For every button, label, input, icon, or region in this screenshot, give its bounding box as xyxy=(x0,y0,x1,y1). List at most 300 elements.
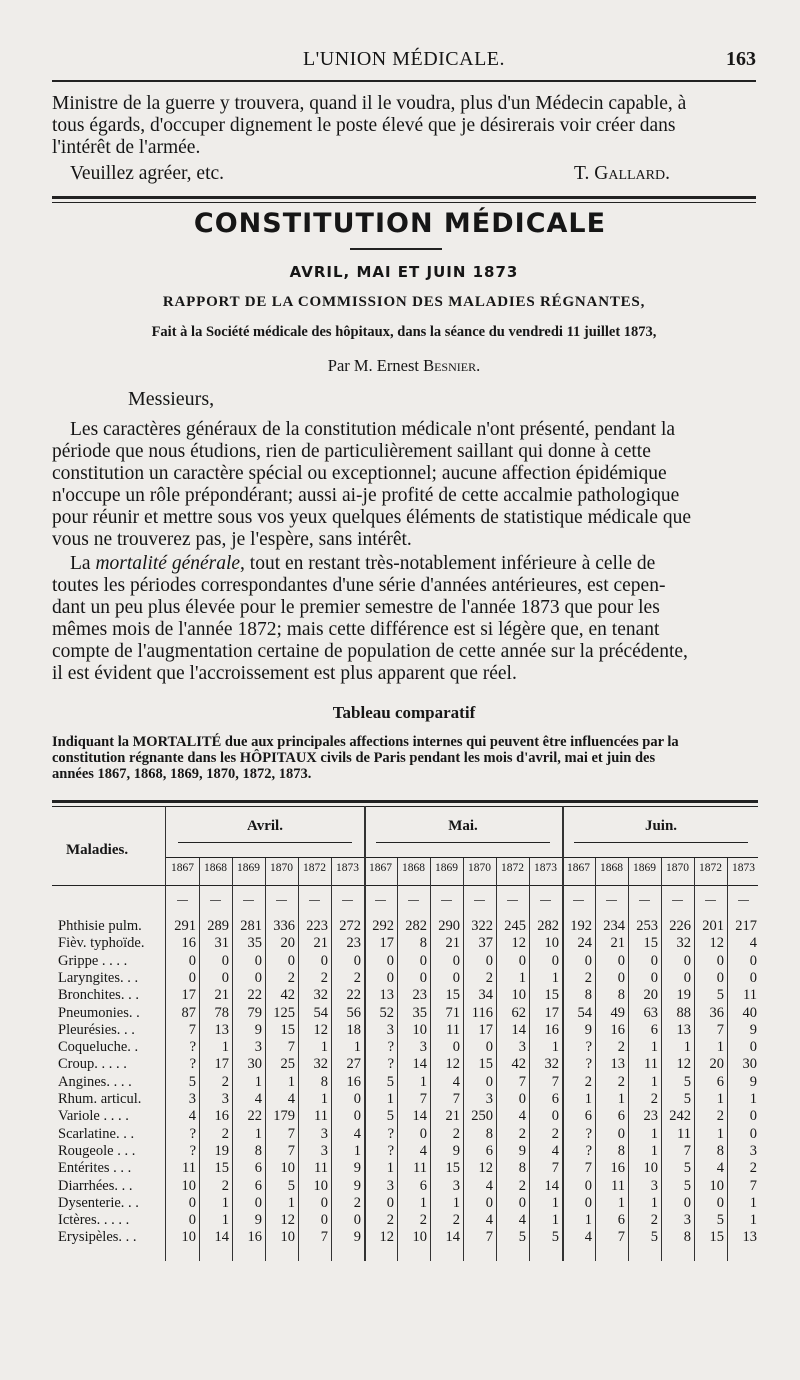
text-line: Les caractères généraux de la constitution médicale n'ont présenté, pendant la xyxy=(70,419,676,440)
row-label: Ictères. . . . . xyxy=(58,1212,130,1229)
table-cell: 2 xyxy=(617,1039,625,1056)
table-cell: 2 xyxy=(617,1073,625,1090)
table-cell: 37 xyxy=(478,935,493,952)
table-cell: 1 xyxy=(650,1142,658,1159)
table-cell: 49 xyxy=(610,1004,625,1021)
table-cell: 9 xyxy=(584,1021,592,1038)
table-cell: 4 xyxy=(518,1212,526,1229)
row-label: Fièv. typhoïde. xyxy=(58,935,145,952)
table-cell: 1 xyxy=(716,1039,724,1056)
row-label: Scarlatine. . . xyxy=(58,1125,135,1142)
author-prefix: Par M. Ernest xyxy=(327,356,419,375)
table-cell: 1 xyxy=(386,1160,394,1177)
dash-mark: — xyxy=(605,893,618,907)
row-label: Laryngites. . . xyxy=(58,969,139,986)
table-cell: 23 xyxy=(346,935,361,952)
table-cell: 5 xyxy=(683,1160,691,1177)
table-cell: 0 xyxy=(419,969,427,986)
table-cell: 7 xyxy=(287,1125,295,1142)
table-cell: 8 xyxy=(584,987,592,1004)
dash-mark: — xyxy=(341,893,354,907)
table-cell: 7 xyxy=(188,1021,196,1038)
table-cell: 4 xyxy=(353,1125,361,1142)
table-cell: 0 xyxy=(749,969,757,986)
table-cell: 54 xyxy=(313,1004,328,1021)
table-cell: 292 xyxy=(372,918,394,934)
table-cell: 0 xyxy=(188,952,196,969)
table-cell: 4 xyxy=(716,1160,724,1177)
year-divider xyxy=(265,858,266,1261)
table-cell: 2 xyxy=(287,969,295,986)
caption-line: années 1867, 1868, 1869, 1870, 1872, 1873. xyxy=(52,766,312,782)
table-cell: 0 xyxy=(584,952,592,969)
table-cell: 3 xyxy=(386,1021,394,1038)
text-line: compte de l'augmentation certaine de population de cette année sur la précédente, xyxy=(52,641,688,662)
row-header: Maladies. xyxy=(66,842,129,858)
table-cell: 0 xyxy=(683,952,691,969)
table-cell: 17 xyxy=(181,987,196,1004)
table-cell: 2 xyxy=(518,1177,526,1194)
table-cell: 5 xyxy=(683,1091,691,1107)
table-cell: 71 xyxy=(445,1004,460,1021)
row-label: Rougeole . . . xyxy=(58,1142,136,1159)
table-cell: 1 xyxy=(353,1142,361,1159)
table-cell: ? xyxy=(189,1125,196,1142)
table-cell: 3 xyxy=(749,1142,757,1159)
table-cell: 1 xyxy=(353,1039,361,1056)
table-cell: 2 xyxy=(452,1125,460,1142)
table-cell: 2 xyxy=(485,969,493,986)
table-cell: 1 xyxy=(287,1194,295,1211)
table-cell: 1 xyxy=(221,1212,229,1229)
year-divider xyxy=(397,858,398,1261)
table-cell: 11 xyxy=(314,1160,328,1177)
table-cell: 11 xyxy=(446,1021,460,1038)
table-cell: 63 xyxy=(643,1004,658,1021)
row-label: Phthisie pulm. xyxy=(58,918,142,934)
para2-lead: La xyxy=(70,553,91,574)
table-cell: ? xyxy=(189,1142,196,1159)
table-cell: 5 xyxy=(386,1073,394,1090)
closing: Veuillez agréer, etc. xyxy=(70,163,225,184)
year-divider xyxy=(430,858,431,1261)
table-cell: 0 xyxy=(353,1212,361,1229)
table-cell: 16 xyxy=(247,1229,262,1246)
table-cell: 1 xyxy=(650,1125,658,1142)
table-cell: 0 xyxy=(419,1125,427,1142)
table-cell: 21 xyxy=(445,1108,460,1125)
dash-mark: — xyxy=(473,893,486,907)
table-cell: 10 xyxy=(511,987,526,1004)
text-line: vous ne trouverez pas, je l'espère, sans intérêt. xyxy=(52,529,412,550)
table-cell: 36 xyxy=(709,1004,724,1021)
table-cell: 9 xyxy=(353,1229,361,1246)
table-cell: 0 xyxy=(749,1108,757,1125)
signoff xyxy=(70,163,670,185)
table-cell: 5 xyxy=(551,1229,559,1246)
table-cell: 1 xyxy=(650,1073,658,1090)
section-period: AVRIL, MAI ET JUIN 1873 xyxy=(289,263,519,281)
table-cell: 17 xyxy=(379,935,394,952)
text-line: période que nous étudions, rien de particulièrement saillant qui donne à cette xyxy=(52,441,651,462)
table-cell: 7 xyxy=(551,1160,559,1177)
table-cell: 125 xyxy=(273,1004,295,1021)
table-cell: 14 xyxy=(412,1108,427,1125)
table-cell: 1 xyxy=(386,1091,394,1107)
row-label: Variole . . . . xyxy=(58,1108,129,1125)
table-cell: 2 xyxy=(221,1177,229,1194)
table-cell: 0 xyxy=(650,969,658,986)
table-cell: 27 xyxy=(346,1056,361,1073)
table-cell: 0 xyxy=(254,969,262,986)
table-cell: 4 xyxy=(452,1073,460,1090)
table-cell: ? xyxy=(585,1142,592,1159)
table-cell: 4 xyxy=(419,1142,427,1159)
table-cell: 0 xyxy=(749,1125,757,1142)
table-cell: 0 xyxy=(518,1194,526,1211)
year-divider xyxy=(595,858,596,1261)
year-header: 1872 xyxy=(303,862,326,874)
table-cell: 22 xyxy=(346,987,361,1004)
table-cell: ? xyxy=(387,1056,394,1073)
header-rule xyxy=(52,80,756,82)
table-cell: 1 xyxy=(617,1091,625,1107)
table-cell: 10 xyxy=(280,1160,295,1177)
report-title: RAPPORT DE LA COMMISSION DES MALADIES RÉGNANTES, xyxy=(162,294,646,310)
table-cell: 4 xyxy=(584,1229,592,1246)
table-cell: 0 xyxy=(452,1039,460,1056)
table-cell: 11 xyxy=(743,987,757,1004)
table-cell: 0 xyxy=(188,1212,196,1229)
table-cell: 32 xyxy=(544,1056,559,1073)
table-cell: ? xyxy=(189,1056,196,1073)
table-cell: 10 xyxy=(280,1229,295,1246)
paragraph-1 xyxy=(52,419,756,551)
table-cell: 10 xyxy=(412,1229,427,1246)
table-cell: 12 xyxy=(280,1212,295,1229)
table-cell: 20 xyxy=(643,987,658,1004)
para2-italic: mortalité générale xyxy=(95,553,241,574)
table-cell: 5 xyxy=(650,1229,658,1246)
table-cell: 1 xyxy=(419,1073,427,1090)
table-cell: 40 xyxy=(742,1004,757,1021)
text-line: mêmes mois de l'année 1872; mais cette différence est si légère que, en tenant xyxy=(52,619,660,640)
table-cell: ? xyxy=(387,1125,394,1142)
table-cell: 14 xyxy=(412,1056,427,1073)
table-cell: 12 xyxy=(313,1021,328,1038)
table-cell: 1 xyxy=(254,1073,262,1090)
signature: T. Gallard. xyxy=(574,163,670,184)
table-cell: 2 xyxy=(353,1194,361,1211)
table-cell: 0 xyxy=(485,952,493,969)
table-cell: 0 xyxy=(320,1212,328,1229)
table-cell: 9 xyxy=(749,1021,757,1038)
section-rule xyxy=(52,196,756,199)
row-label: Angines. . . . xyxy=(58,1073,132,1090)
table-cell: 21 xyxy=(610,935,625,952)
table-cell: 179 xyxy=(273,1108,295,1125)
table-cell: 0 xyxy=(518,952,526,969)
table-cell: 245 xyxy=(504,918,526,934)
row-label: Entérites . . . xyxy=(58,1160,132,1177)
table-cell: 0 xyxy=(386,1194,394,1211)
table-cell: 10 xyxy=(181,1177,196,1194)
text-line: pour réunir et mettre sous vos yeux quelques éléments de statistique médicale que xyxy=(52,507,691,528)
table-cell: 3 xyxy=(221,1091,229,1107)
table-cell: 13 xyxy=(676,1021,691,1038)
table-cell: 11 xyxy=(413,1160,427,1177)
year-divider xyxy=(661,858,662,1261)
table-cell: 16 xyxy=(214,1108,229,1125)
table-cell: 0 xyxy=(221,969,229,986)
year-header: 1873 xyxy=(732,862,755,874)
table-cell: 7 xyxy=(320,1229,328,1246)
year-header: 1869 xyxy=(633,862,656,874)
table-cell: 1 xyxy=(518,969,526,986)
table-cell: 1 xyxy=(551,969,559,986)
table-cell: 6 xyxy=(650,1021,658,1038)
table-cell: 8 xyxy=(419,935,427,952)
table-cell: 2 xyxy=(749,1160,757,1177)
table-cell: 23 xyxy=(643,1108,658,1125)
header-bottom-rule xyxy=(52,885,758,886)
dash-mark: — xyxy=(209,893,222,907)
table-cell: 11 xyxy=(611,1177,625,1194)
month-divider xyxy=(562,806,564,1261)
table-cell: 7 xyxy=(287,1142,295,1159)
table-cell: 10 xyxy=(412,1021,427,1038)
table-cell: 7 xyxy=(716,1021,724,1038)
table-cell: 15 xyxy=(280,1021,295,1038)
table-cell: 7 xyxy=(518,1073,526,1090)
table-cell: 0 xyxy=(452,952,460,969)
table-cell: 223 xyxy=(306,918,328,934)
table-cell: 1 xyxy=(320,1039,328,1056)
table-cell: 1 xyxy=(650,1194,658,1211)
table-cell: 7 xyxy=(584,1160,592,1177)
table-cell: 250 xyxy=(471,1108,493,1125)
table-cell: ? xyxy=(189,1039,196,1056)
table-cell: 17 xyxy=(544,1004,559,1021)
table-cell: 0 xyxy=(485,1194,493,1211)
table-cell: 21 xyxy=(214,987,229,1004)
table-cell: 6 xyxy=(584,1108,592,1125)
table-cell: 11 xyxy=(182,1160,196,1177)
table-cell: 11 xyxy=(677,1125,691,1142)
table-cell: 11 xyxy=(314,1108,328,1125)
table-cell: 0 xyxy=(419,952,427,969)
table-cell: 12 xyxy=(676,1056,691,1073)
year-divider xyxy=(694,858,695,1261)
table-cell: 7 xyxy=(287,1039,295,1056)
table-cell: 5 xyxy=(716,1212,724,1229)
table-cell: 4 xyxy=(485,1212,493,1229)
table-cell: 2 xyxy=(518,1125,526,1142)
table-cell: 0 xyxy=(551,1108,559,1125)
table-cell: 290 xyxy=(438,918,460,934)
table-cell: 3 xyxy=(320,1125,328,1142)
year-header: 1870 xyxy=(666,862,689,874)
table-cell: 22 xyxy=(247,987,262,1004)
table-cell: 4 xyxy=(518,1108,526,1125)
table-cell: 0 xyxy=(617,1125,625,1142)
table-cell: 116 xyxy=(471,1004,493,1021)
table-cell: 0 xyxy=(287,952,295,969)
table-cell: 14 xyxy=(214,1229,229,1246)
table-cell: 12 xyxy=(709,935,724,952)
dash-mark: — xyxy=(176,893,189,907)
table-cell: 15 xyxy=(709,1229,724,1246)
table-cell: ? xyxy=(585,1056,592,1073)
text-line: toutes les périodes correspondantes d'une série d'années antérieures, est cepen- xyxy=(52,575,666,596)
dash-mark: — xyxy=(671,893,684,907)
table-cell: ? xyxy=(585,1039,592,1056)
table-cell: 17 xyxy=(214,1056,229,1073)
table-cell: 281 xyxy=(240,918,262,934)
label-column-rule xyxy=(165,806,166,1261)
table-cell: 31 xyxy=(214,935,229,952)
table-cell: 35 xyxy=(247,935,262,952)
table-cell: 282 xyxy=(537,918,559,934)
table-cell: 5 xyxy=(188,1073,196,1090)
table-cell: 2 xyxy=(716,1108,724,1125)
table-cell: 4 xyxy=(188,1108,196,1125)
year-header: 1870 xyxy=(270,862,293,874)
year-divider xyxy=(199,858,200,1261)
dash-mark: — xyxy=(704,893,717,907)
table-cell: 0 xyxy=(320,1194,328,1211)
table-cell: 0 xyxy=(716,952,724,969)
dash-mark: — xyxy=(506,893,519,907)
table-cell: 62 xyxy=(511,1004,526,1021)
month-brace xyxy=(178,842,352,843)
table-cell: 3 xyxy=(683,1212,691,1229)
table-cell: 11 xyxy=(644,1056,658,1073)
year-divider xyxy=(628,858,629,1261)
table-cell: 88 xyxy=(676,1004,691,1021)
table-cell: 13 xyxy=(742,1229,757,1246)
table-cell: 4 xyxy=(287,1091,295,1107)
table-cell: 15 xyxy=(643,935,658,952)
table-cell: 0 xyxy=(386,952,394,969)
journal-title: L'UNION MÉDICALE. xyxy=(302,48,506,70)
table-cell: 1 xyxy=(716,1091,724,1107)
letter-end xyxy=(52,93,756,159)
table-cell: 217 xyxy=(735,918,757,934)
report-venue: Fait à la Société médicale des hôpitaux, dans la séance du vendredi 11 juillet 1873, xyxy=(151,324,657,340)
table-cell: 5 xyxy=(386,1108,394,1125)
row-label: Diarrhées. . . xyxy=(58,1177,133,1194)
month-divider xyxy=(364,806,366,1261)
table-cell: 56 xyxy=(346,1004,361,1021)
table-cell: 54 xyxy=(577,1004,592,1021)
table-cell: 0 xyxy=(188,969,196,986)
table-cell: 3 xyxy=(518,1039,526,1056)
table-cell: 9 xyxy=(749,1073,757,1090)
month-brace xyxy=(376,842,550,843)
text-line: dant un peu plus élevée pour le premier semestre de l'année 1873 que pour les xyxy=(52,597,660,618)
table-cell: 0 xyxy=(188,1194,196,1211)
table-cell: 10 xyxy=(313,1177,328,1194)
table-cell: 0 xyxy=(716,969,724,986)
table-cell: 3 xyxy=(320,1142,328,1159)
table-cell: 19 xyxy=(676,987,691,1004)
table-cell: 13 xyxy=(610,1056,625,1073)
table-cell: 7 xyxy=(683,1142,691,1159)
text-line: n'occupe un rôle prépondérant; aussi ai-je profité de cette accalmie pathologique xyxy=(52,485,680,506)
table-cell: 1 xyxy=(584,1212,592,1229)
table-cell: 0 xyxy=(485,1073,493,1090)
table-cell: 1 xyxy=(419,1194,427,1211)
table-cell: 253 xyxy=(636,918,658,934)
table-cell: 0 xyxy=(683,969,691,986)
year-header: 1869 xyxy=(435,862,458,874)
year-divider xyxy=(727,858,728,1261)
letter-line: l'intérêt de l'armée. xyxy=(52,137,201,158)
year-divider xyxy=(529,858,530,1261)
table-cell: 15 xyxy=(445,987,460,1004)
table-cell: 8 xyxy=(617,1142,625,1159)
section-rule-thin xyxy=(52,202,756,203)
table-cell: 8 xyxy=(683,1229,691,1246)
table-caption xyxy=(52,734,756,782)
row-label: Grippe . . . . xyxy=(58,952,128,969)
table-cell: 7 xyxy=(749,1177,757,1194)
row-label: Pneumonies. . xyxy=(58,1004,140,1021)
table-cell: 0 xyxy=(650,952,658,969)
dash-mark: — xyxy=(308,893,321,907)
table-cell: 3 xyxy=(452,1177,460,1194)
table-cell: 0 xyxy=(716,1194,724,1211)
month-brace xyxy=(574,842,748,843)
table-cell: 15 xyxy=(445,1160,460,1177)
table-cell: 336 xyxy=(273,918,295,934)
table-cell: 289 xyxy=(207,918,229,934)
year-header: 1867 xyxy=(171,862,194,874)
dash-mark: — xyxy=(374,893,387,907)
year-header: 1870 xyxy=(468,862,491,874)
table-cell: 9 xyxy=(254,1021,262,1038)
table-cell: 5 xyxy=(683,1073,691,1090)
dash-mark: — xyxy=(407,893,420,907)
salutation: Messieurs, xyxy=(128,388,215,410)
table-cell: 52 xyxy=(379,1004,394,1021)
table-cell: 2 xyxy=(584,969,592,986)
year-header: 1869 xyxy=(237,862,260,874)
year-divider xyxy=(298,858,299,1261)
year-header: 1868 xyxy=(204,862,227,874)
table-cell: 78 xyxy=(214,1004,229,1021)
table-cell: 7 xyxy=(485,1229,493,1246)
table-cell: 1 xyxy=(683,1039,691,1056)
table-cell: 16 xyxy=(544,1021,559,1038)
year-header: 1868 xyxy=(402,862,425,874)
table-cell: 8 xyxy=(716,1142,724,1159)
table-cell: 10 xyxy=(643,1160,658,1177)
table-cell: 1 xyxy=(749,1091,757,1107)
table-cell: 2 xyxy=(386,1212,394,1229)
table-cell: 0 xyxy=(320,952,328,969)
table-cell: 12 xyxy=(379,1229,394,1246)
table-cell: 1 xyxy=(320,1091,328,1107)
table-cell: 8 xyxy=(485,1125,493,1142)
table-cell: 32 xyxy=(313,1056,328,1073)
year-divider xyxy=(496,858,497,1261)
table-cell: 0 xyxy=(254,952,262,969)
table-cell: 15 xyxy=(478,1056,493,1073)
table-cell: 17 xyxy=(478,1021,493,1038)
table-cell: 4 xyxy=(749,935,757,952)
